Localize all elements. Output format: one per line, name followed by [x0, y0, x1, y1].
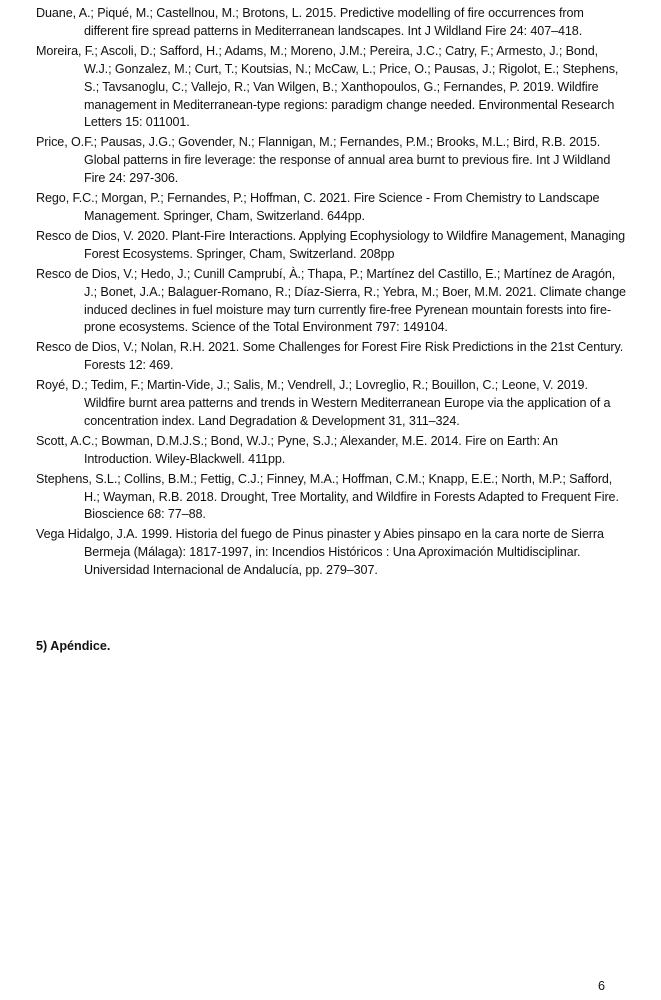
reference-item: Stephens, S.L.; Collins, B.M.; Fettig, C.J.; Finney, M.A.; Hoffman, C.M.; Knapp, E.E.; North, M.P.; Safford, H.; Wayman, R.B. 2018. Drought, Tree Mortality, and Wildfire in Forests Adapted to Frequent Fire. Bioscience 68: 77–88. — [36, 471, 619, 522]
reference-item: Resco de Dios, V. 2020. Plant-Fire Interactions. Applying Ecophysiology to Wildfire Management, Managing Forest Ecosystems. Springer, Cham, Switzerland. 208pp — [36, 228, 626, 261]
reference-item: Vega Hidalgo, J.A. 1999. Historia del fuego de Pinus pinaster y Abies pinsapo en la cara norte de Sierra Bermeja (Málaga): 1817-1997, in: Incendios Históricos : Una Aproximación Multidisciplinar. Universidad Internacional de Andalucía, pp. 279–307. — [36, 527, 604, 578]
reference-item: Moreira, F.; Ascoli, D.; Safford, H.; Adams, M.; Moreno, J.M.; Pereira, J.C.; Catry, F.; Armesto, J.; Bond, W.J.; Gonzalez, M.; Curt, T.; Koutsias, N.; McCaw, L.; Price, O.; Pausas, J.; Rigolot, E.; Stephens, S.; Tavsanoglu, C.; Vallejo, R.; Van Wilgen, B.; Xanthopoulos, G.; Fernandes, P. 2019. Wildfire management in Mediterranean-type regions: paradigm change needed. Environmental Research Letters 15: 011001. — [36, 43, 619, 130]
reference-item: Rego, F.C.; Morgan, P.; Fernandes, P.; Hoffman, C. 2021. Fire Science - From Chemistry to Landscape Management. Springer, Cham, Switzerland. 644pp. — [36, 191, 600, 223]
reference-list — [36, 5, 628, 582]
reference-item: Resco de Dios, V.; Hedo, J.; Cunill Camprubí, À.; Thapa, P.; Martínez del Castillo, E.; Martínez de Aragón, J.; Bonet, J.A.; Balaguer-Romano, R.; Díaz-Sierra, R.; Yebra, M.; Boer, M.M. 2021. Climate change induced declines in fuel moisture may turn currently fire-free Pyrenean mountain forests into fire-prone ecosystems. Science of the Total Environment 797: 149104. — [36, 266, 626, 335]
reference-item: Scott, A.C.; Bowman, D.M.J.S.; Bond, W.J.; Pyne, S.J.; Alexander, M.E. 2014. Fire on Earth: An Introduction. Wiley-Blackwell. 411pp. — [36, 433, 558, 466]
reference-item: Duane, A.; Piqué, M.; Castellnou, M.; Brotons, L. 2015. Predictive modelling of fire occurrences from different fire spread patterns in Mediterranean landscapes. Int J Wildland Fire 24: 407–418. — [36, 6, 584, 38]
reference-item: Price, O.F.; Pausas, J.G.; Govender, N.; Flannigan, M.; Fernandes, P.M.; Brooks, M.L.; Bird, R.B. 2015. Global patterns in fire leverage: the response of annual area burnt to previous fire. Int J Wildland Fire 24: 297-306. — [36, 135, 611, 186]
section-heading: 5) Apéndice. — [36, 639, 111, 653]
reference-item: Resco de Dios, V.; Nolan, R.H. 2021. Some Challenges for Forest Fire Risk Predictions in the 21st Century. Forests 12: 469. — [36, 340, 624, 373]
page-number: 6 — [598, 979, 606, 993]
reference-item: Royé, D.; Tedim, F.; Martin-Vide, J.; Salis, M.; Vendrell, J.; Lovreglio, R.; Bouillon, C.; Leone, V. 2019. Wildfire burnt area patterns and trends in Western Mediterranean Europe via the application of a concentration index. Land Degradation & Development 31, 311–324. — [36, 378, 611, 428]
